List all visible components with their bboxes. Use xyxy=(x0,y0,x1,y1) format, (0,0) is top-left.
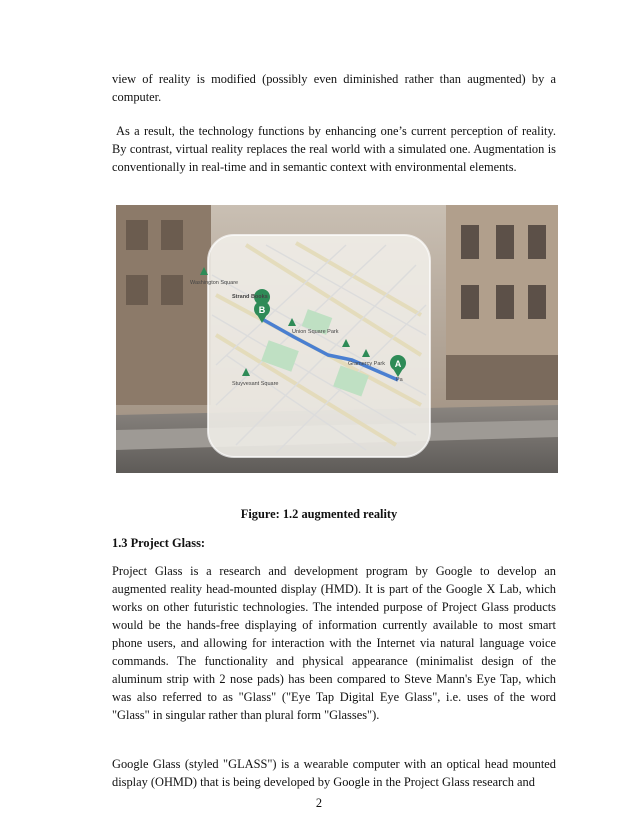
paragraph-intro-continuation: view of reality is modified (possibly even diminished rather than augmented) by a computer. xyxy=(112,72,556,104)
augmented-reality-figure xyxy=(116,205,558,473)
paragraph-google-glass: Google Glass (styled "GLASS") is a wearable computer with an optical head mounted display (OHMD) that is being developed by Google in the Project Glass research and xyxy=(112,757,556,789)
paragraph-project-glass: Project Glass is a research and development program by Google to develop an augmented reality head-mounted display (HMD). It is part of the Google X Lab, which works on other futuristic technologies. The intended purpose of Project Glass products would be the hands-free displaying of information currently available to most smart phone users, and allowing for interaction with the Internet via natural language voice commands. The functionality and physical appearance (minimalist design of the aluminum strip with 2 nose pads) has been compared to Steve Mann's Eye Tap, which was also referred to as "Glass" ("Eye Tap Digital Eye Glass", i.e. uses of the word "Glass" in singular rather than plural form "Glasses"). xyxy=(112,564,556,722)
map-label-union: Union Square Park xyxy=(292,329,339,335)
map-label-washington: Washington Square xyxy=(190,280,239,286)
map-label-stuyvesant: Stuyvesant Square xyxy=(232,381,279,387)
paragraph-augmentation: As a result, the technology functions by enhancing one’s current perception of reality. By contrast, virtual reality replaces the real world with a simulated one. Augmentation is conventionally in real-time and in semantic context with environmental elements. xyxy=(112,124,556,174)
ar-street-map-image xyxy=(116,205,558,473)
figure-caption: Figure: 1.2 augmented reality xyxy=(240,507,398,521)
svg-text:B: B xyxy=(258,305,266,315)
map-label-strand: Strand Books xyxy=(232,294,268,300)
section-heading: 1.3 Project Glass: xyxy=(112,536,206,550)
map-label-pa: Pa xyxy=(396,377,403,383)
svg-text:A: A xyxy=(394,359,402,369)
map-label-gramercy: Gramercy Park xyxy=(348,361,385,367)
page-number: 2 xyxy=(315,796,323,810)
